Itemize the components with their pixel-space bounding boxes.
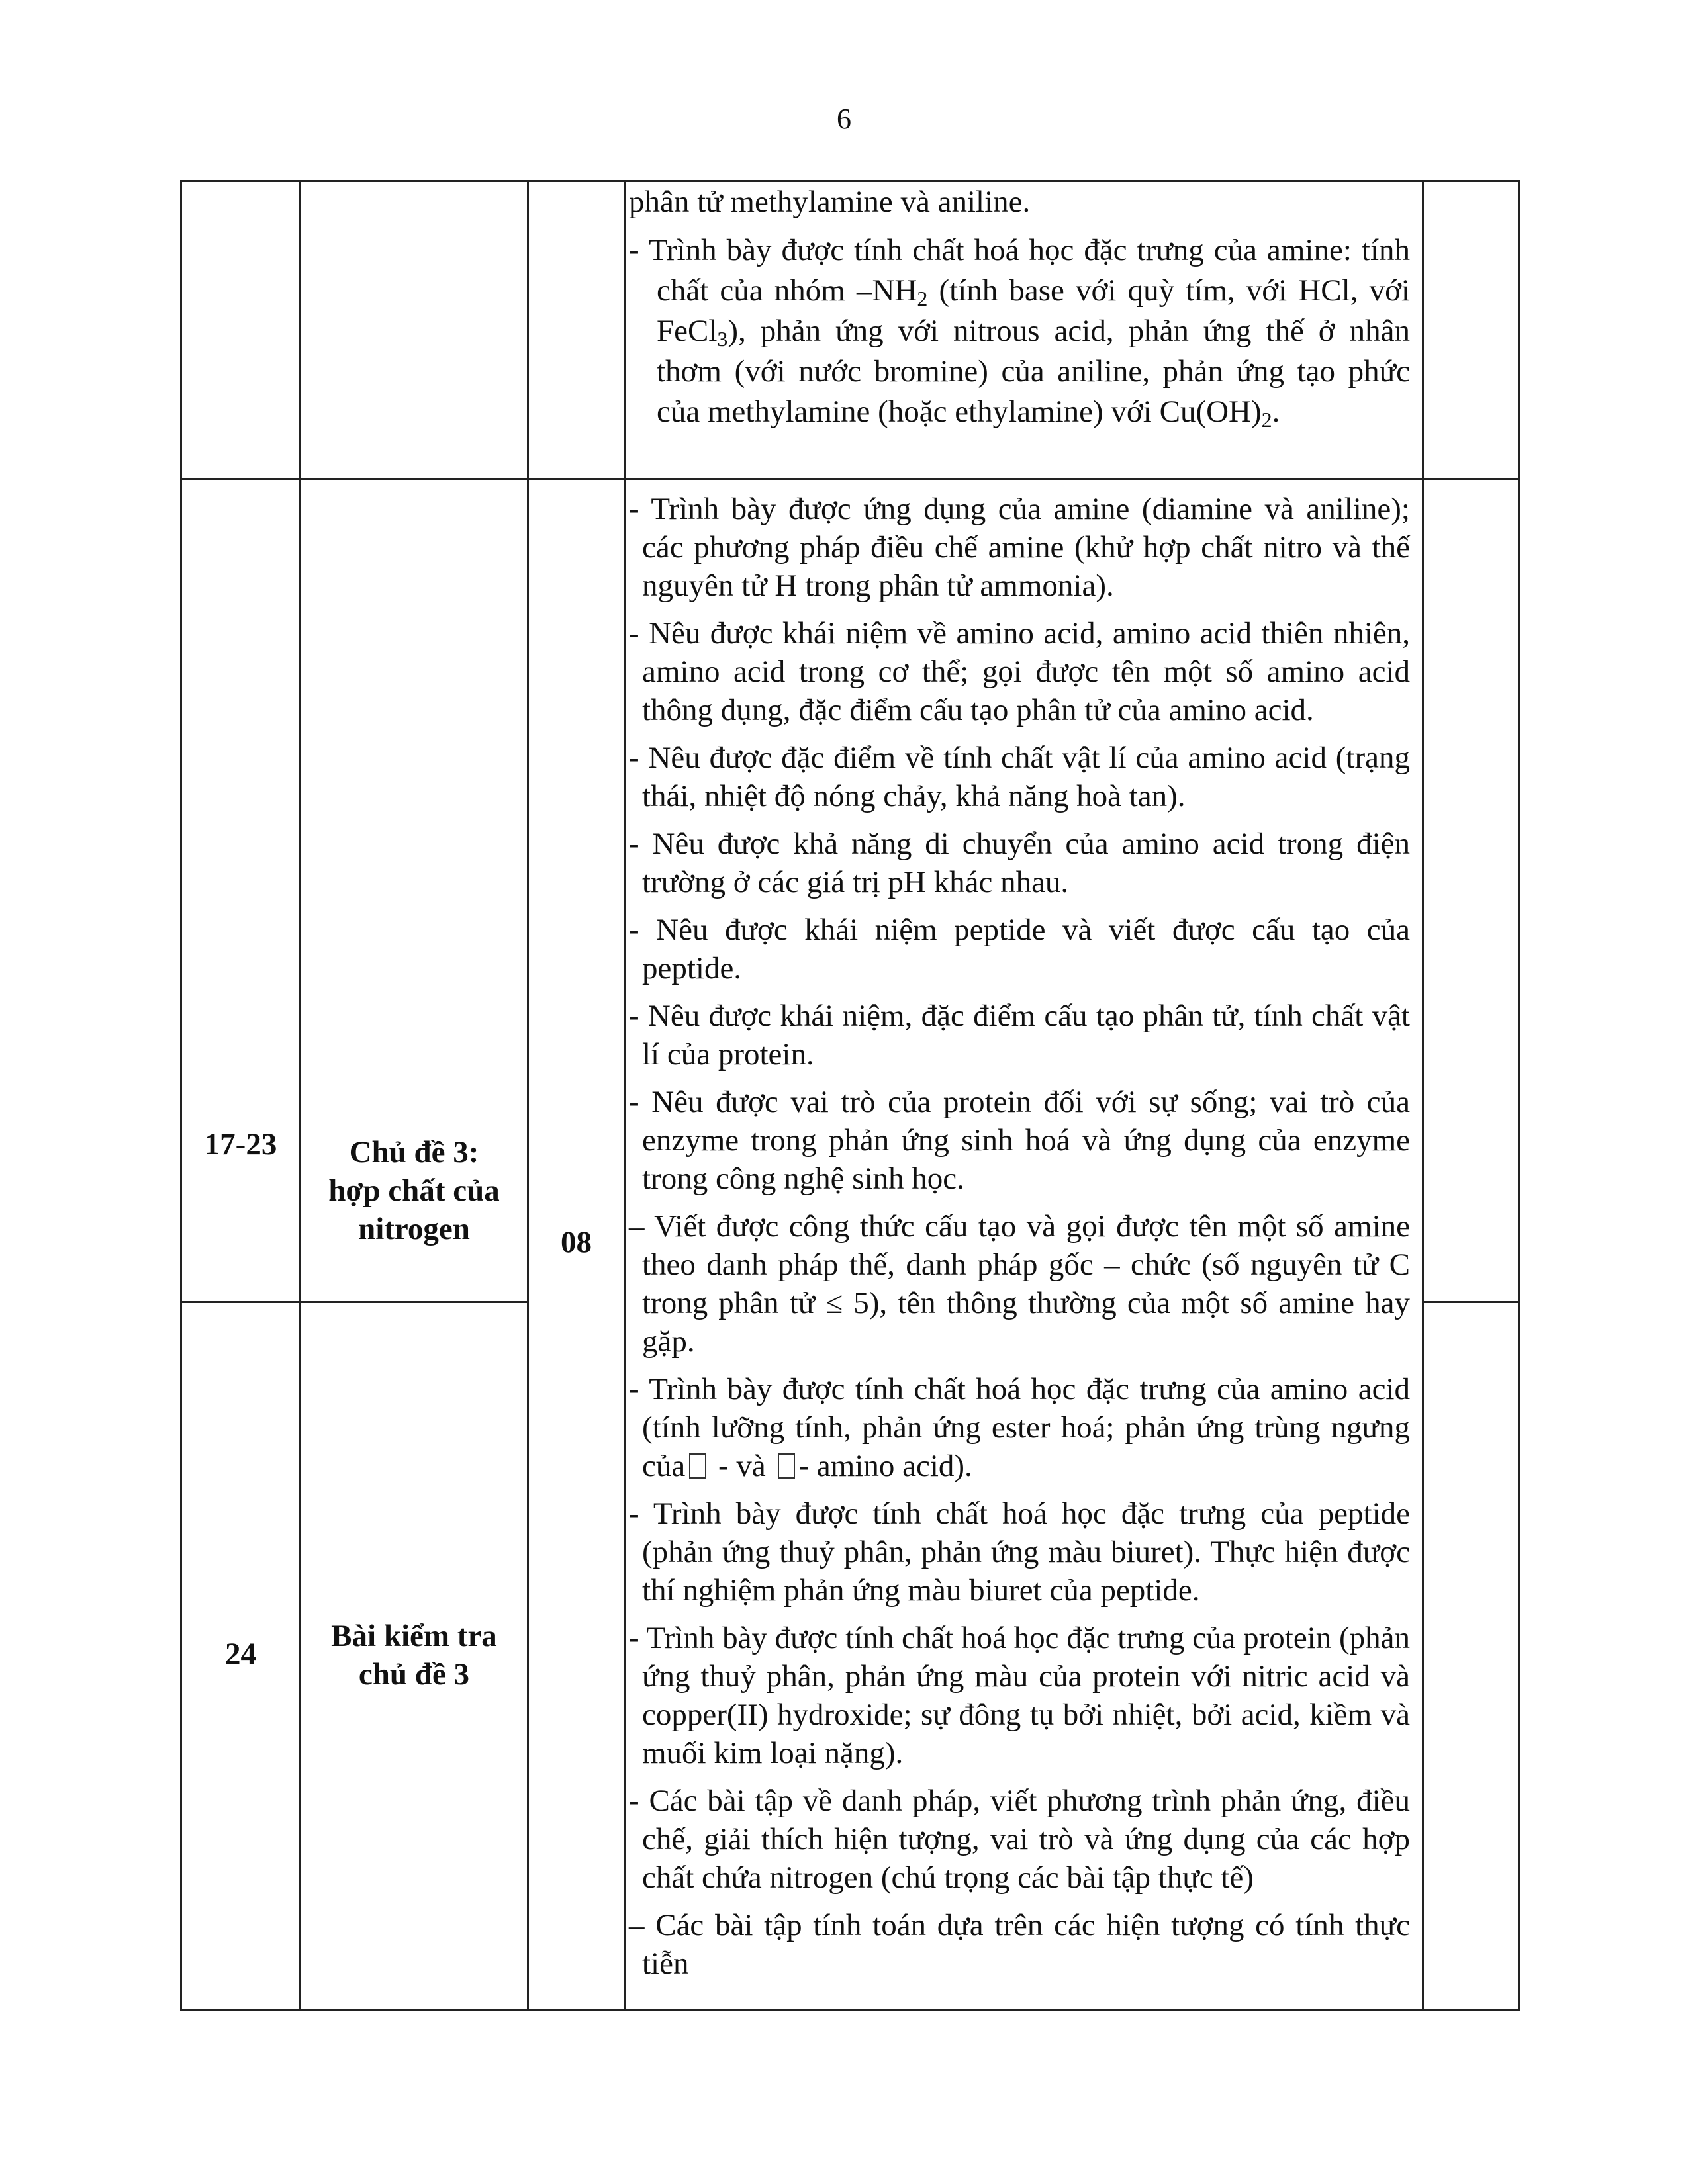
page-number: 6 (837, 103, 851, 135)
requirement-item-chemical: - Trình bày được tính chất hoá học đặc trưng của amine: tính chất của nhóm $-NH_2$ (tính base với quỳ tím, với HCl, với FeCl$_3$), phản ứng với nitrous acid, phản ứng thế ở nhân thơm (với nước bromine) của aniline, phản ứng tạo phức của methylamine (hoặc ethylamine) với $Cu(OH)_2$. (629, 233, 1410, 432)
missing-glyph-icon (778, 1453, 795, 1479)
requirement-item: - Trình bày được tính chất hoá học đặc trưng của peptide (phản ứng thuỷ phân, phản ứng màu biuret). Thực hiện được thí nghiệm phản ứng màu biuret của peptide. (629, 1496, 1410, 1608)
col-border-5 (1422, 180, 1424, 2011)
topic-cell-17-23 (301, 1133, 527, 1248)
requirement-item: - Nêu được khái niệm, đặc điểm cấu tạo phân tử, tính chất vật lí của protein. (629, 999, 1410, 1071)
requirements-continued (629, 183, 1410, 432)
requirement-item: - Nêu được khả năng di chuyển của amino acid trong điện trường ở các giá trị pH khác nhau. (629, 827, 1410, 899)
topic-line: Chủ đề 3: (349, 1135, 479, 1169)
row-divider-partial-left (180, 1301, 527, 1303)
requirement-item: - Trình bày được tính chất hoá học đặc trưng của protein (phản ứng thuỷ phân, phản ứng màu của protein với nitric acid và copper(II) hydroxide; sự đông tụ bởi nhiệt, bởi acid, kiềm và muối kim loại nặng). (629, 1621, 1411, 1770)
topic-line: hợp chất của (328, 1173, 500, 1208)
requirement-item: - Nêu được vai trò của protein đối với sự sống; vai trò của enzyme trong phản ứng sinh hoá và ứng dụng của enzyme trong công nghệ sinh học. (629, 1085, 1410, 1196)
requirement-item: - Các bài tập về danh pháp, viết phương trình phản ứng, điều chế, giải thích hiện tượng, vai trò và ứng dụng của các hợp chất chứa nitrogen (chú trọng các bài tập thực tế) (629, 1784, 1410, 1895)
requirement-item: phân tử methylamine và aniline. (629, 185, 1031, 219)
topic-cell-24 (301, 1617, 527, 1694)
lessons-24: 24 (225, 1637, 256, 1671)
requirement-item: - Nêu được đặc điểm về tính chất vật lí của amino acid (trạng thái, nhiệt độ nóng chảy, khả năng hoà tan). (629, 741, 1410, 813)
topic-line: nitrogen (358, 1212, 470, 1246)
requirement-item: – Viết được công thức cấu tạo và gọi được tên một số amine theo danh pháp thế, danh pháp gốc – chức (số nguyên tử C trong phân tử ≤ 5), tên thông thường của một số amine hay gặp. (629, 1209, 1410, 1359)
row-divider-partial-right (1422, 1301, 1520, 1303)
requirement-item: – Các bài tập tính toán dựa trên các hiện tượng có tính thực tiễn (629, 1908, 1410, 1981)
missing-glyph-icon (689, 1453, 706, 1479)
col-border-6 (1518, 180, 1520, 2011)
hours-cell: 08 (561, 1225, 592, 1259)
requirement-item: - Nêu được khái niệm về amino acid, amino acid thiên nhiên, amino acid trong cơ thể; gọi được tên một số amino acid thông dụng, đặc điểm cấu tạo phân tử của amino acid. (629, 616, 1410, 727)
requirements-main (629, 490, 1410, 1983)
col-border-3 (527, 180, 529, 2011)
topic-line: chủ đề 3 (358, 1657, 470, 1692)
col-border-4 (624, 180, 626, 2011)
requirement-item: - Trình bày được ứng dụng của amine (diamine và aniline); các phương pháp điều chế amine (khử hợp chất nitro và thế nguyên tử H trong phân tử ammonia). (629, 492, 1410, 603)
requirement-item: - Nêu được khái niệm peptide và viết được cấu tạo của peptide. (629, 913, 1410, 985)
topic-line: Bài kiểm tra (331, 1619, 497, 1653)
table-bottom-border (180, 2009, 1520, 2011)
lessons-17-23: 17-23 (204, 1127, 277, 1161)
row-divider (180, 478, 1520, 480)
table-top-border (180, 180, 1520, 182)
requirement-item-amino: - Trình bày được tính chất hoá học đặc trưng của amino acid (tính lưỡng tính, phản ứng ester hoá; phản ứng trùng ngưng của - và - amino acid). (629, 1372, 1410, 1483)
col-border-2 (299, 180, 301, 2011)
col-border-1 (180, 180, 182, 2011)
